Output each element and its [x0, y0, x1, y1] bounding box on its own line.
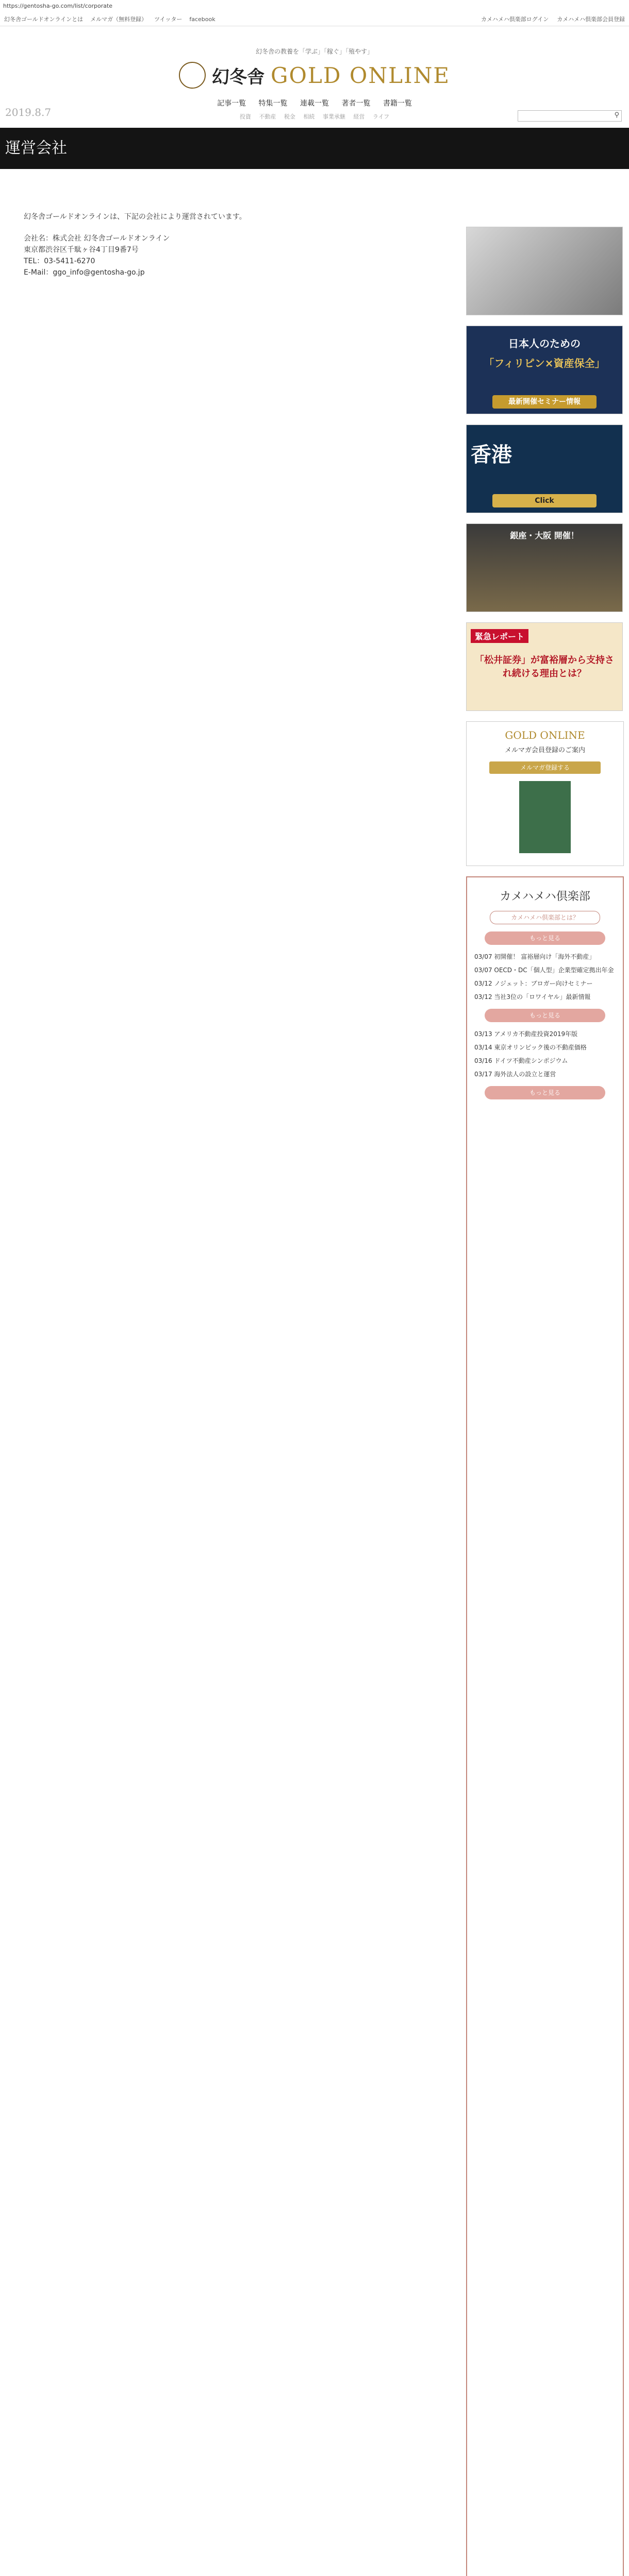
kamehameha-club-box [466, 876, 624, 2576]
event-list-continued [474, 1107, 616, 2576]
mailmag-button[interactable]: メルマガ登録する [489, 761, 601, 774]
topbar-link-about[interactable]: 幻冬舎ゴールドオンラインとは [4, 16, 84, 23]
event-item[interactable]: 03/12 ノジェット：ブロガー向けセミナー [474, 980, 593, 987]
nav-series[interactable]: 連載一覧 [300, 99, 329, 108]
topbar-link-login[interactable]: カメハメハ倶楽部ログイン [481, 16, 549, 23]
kamehameha-title: カメハメハ倶楽部 [500, 890, 590, 903]
search-icon[interactable]: ⚲ [614, 111, 619, 119]
topbar-link-mailmag[interactable]: メルマガ（無料登録） [90, 16, 147, 23]
main-content [24, 211, 446, 278]
subnav-item[interactable]: ライフ [372, 113, 390, 120]
url-bar: https://gentosha-go.com/list/corporate [3, 3, 113, 9]
event-item[interactable]: 03/14 東京オリンピック後の不動産価格 [474, 1044, 587, 1051]
top-bar [0, 12, 629, 26]
current-date: 2019.8.7 [5, 106, 52, 118]
subnav-item[interactable]: 投資 [239, 113, 251, 120]
ad-banner-car[interactable] [466, 227, 623, 315]
ad-banner-matsui[interactable] [466, 622, 623, 711]
topbar-link-register[interactable]: カメハメハ倶楽部会員登録 [557, 16, 625, 23]
nav-articles[interactable]: 記事一覧 [217, 99, 246, 108]
company-address: 東京都渋谷区千駄ヶ谷4丁目9番7号 [24, 246, 139, 254]
more-button[interactable]: もっと見る [485, 1009, 605, 1022]
ad-cta-button[interactable]: Click [492, 494, 597, 507]
subnav-item[interactable]: 経営 [353, 113, 365, 120]
more-button[interactable]: もっと見る [485, 1086, 605, 1099]
page-title: 運営会社 [5, 139, 67, 157]
ad-badge: 緊急レポート [471, 629, 528, 643]
event-item[interactable]: 03/07 初開催！ 富裕層向け「海外不動産」 [474, 953, 595, 960]
subnav-item[interactable]: 税金 [284, 113, 295, 120]
logo-text-en: GOLD ONLINE [271, 62, 450, 88]
company-name: 会社名：株式会社 幻冬舎ゴールドオンライン [24, 234, 170, 243]
event-item[interactable]: 03/07 OECD・DC「個人型」企業型確定拠出年金 [474, 967, 614, 974]
ad-title: 「松井証券」が富裕層から支持され続ける理由とは？ [475, 655, 614, 679]
intro-text: 幻冬舎ゴールドオンラインは、下記の会社により運営されています。 [24, 213, 246, 221]
ad-title: 日本人のための [508, 337, 581, 350]
sidebar [466, 227, 624, 2576]
subnav-item[interactable]: 不動産 [259, 113, 276, 120]
company-email[interactable]: E-Mail：ggo_info@gentosha-go.jp [24, 268, 145, 277]
nav-authors[interactable]: 著者一覧 [341, 99, 371, 108]
event-item[interactable]: 03/12 当社3位の「ロワイヤル」最新情報 [474, 993, 591, 1001]
tagline: 幻冬舎の教養を「学ぶ」「稼ぐ」「殖やす」 [255, 48, 373, 55]
ad-banner-hongkong[interactable] [466, 425, 623, 513]
subnav-item[interactable]: 事業承継 [322, 113, 345, 120]
topbar-link-facebook[interactable]: facebook [189, 15, 216, 23]
ad-title: 香港 [471, 443, 512, 467]
more-button[interactable]: もっと見る [485, 931, 605, 945]
event-item[interactable]: 03/13 アメリカ不動産投資2019年版 [474, 1030, 578, 1038]
subnav-item[interactable]: 相続 [303, 113, 315, 120]
nav-features[interactable]: 特集一覧 [258, 99, 288, 108]
ad-banner-america[interactable] [466, 523, 623, 612]
site-logo[interactable] [0, 62, 629, 89]
nav-books[interactable]: 書籍一覧 [383, 99, 412, 108]
page-title-bar [0, 128, 629, 169]
ad-subtitle: 「フィリピン×資産保全」 [484, 357, 605, 369]
event-item[interactable]: 03/16 ドイツ不動産シンポジウム [474, 1057, 568, 1064]
logo-text-ja: 幻冬舎 [212, 66, 264, 88]
company-tel: TEL：03-5411-6270 [24, 257, 95, 265]
kamehameha-about-button[interactable]: カメハメハ倶楽部とは？ [490, 911, 600, 924]
main-nav [0, 98, 629, 108]
topbar-link-twitter[interactable]: ツイッター [154, 16, 183, 23]
search-input[interactable] [518, 110, 622, 122]
mailmag-logo: GOLD ONLINE [505, 729, 585, 741]
mailmag-title: メルマガ会員登録のご案内 [504, 747, 585, 754]
event-item[interactable]: 03/17 海外法人の設立と運営 [474, 1071, 556, 1078]
ad-banner-philippines[interactable] [466, 326, 623, 414]
ad-title: 銀座・大阪 開催！ [510, 531, 579, 540]
book-cover-image [519, 781, 571, 853]
logo-mark-icon [179, 62, 206, 89]
mailmag-box [466, 721, 624, 866]
ad-cta-button[interactable]: 最新開催セミナー情報 [492, 395, 597, 409]
